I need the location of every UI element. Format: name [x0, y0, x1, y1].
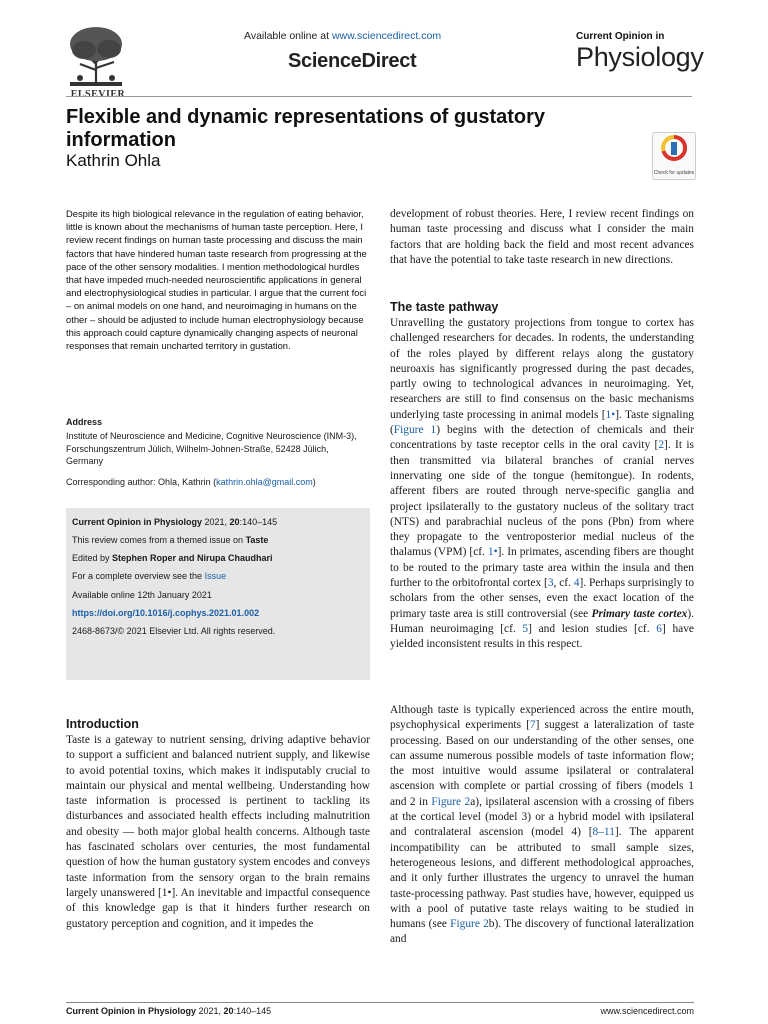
available-prefix: Available online at — [244, 30, 332, 42]
available-online — [244, 30, 441, 42]
abstract: Despite its high biological relevance in the regulation of eating behavior, little is known about the mechanisms of human taste perception. Here, I review recent findings on human taste processing and discuss the main factors that have hindered human taste research from progressing at the pace of the other sensory modalities. I mention methodological hurdles that have impeded much-needed neuroscientific applications in general and electrophysiological studies in particular. I argue that the current foci – on animal models on one hand, and neuroimaging in humans on the other – should be adjusted to include human electrophysiology because this approach could capture dynamically changing aspects of neuronal responses that remain uncharted territory in gustation. — [66, 208, 367, 352]
reference-link[interactable]: 4 — [573, 577, 580, 590]
article-info-box — [66, 508, 370, 680]
article-title: Flexible and dynamic representations of gustatory information — [66, 106, 546, 151]
author-email-link[interactable]: kathrin.ohla@gmail.com — [216, 477, 313, 487]
reference-link[interactable]: 3 — [547, 577, 554, 590]
article-author: Kathrin Ohla — [66, 151, 161, 170]
reference-link[interactable]: 2 — [658, 439, 665, 452]
citation-volume: 20 — [229, 517, 240, 527]
figure-link[interactable]: Figure 2 — [431, 795, 471, 808]
text-run: ]. In primates, ascending fibers are thought to be routed to the primary taste area within the insula and then further to the orbitofrontal cortex [ — [390, 546, 694, 590]
figure-link[interactable]: Figure 1 — [393, 424, 437, 437]
themed-topic: Taste — [245, 535, 269, 545]
text-run: ]. Taste signaling ( — [390, 408, 694, 437]
edited-prefix: Edited by — [72, 553, 113, 563]
citation-pages: :140–145 — [239, 517, 278, 527]
text-run: ]. The apparent incompatibility can be attributed to small sample sizes, heterogeneous lesions, and different methodological approaches, and it only further illustrates the urgency to unravel the human taste-processing pathway. Past studies have, however, equipped us with a pool of putative taste relays waiting to be studied in humans (see — [390, 826, 694, 931]
taste-pathway-heading: The taste pathway — [390, 300, 499, 314]
publisher-name: ELSEVIER — [70, 89, 126, 100]
footer-citation — [66, 1006, 271, 1016]
text-run: b). The discovery of functional lateralization and — [390, 918, 694, 946]
editors: Stephen Roper and Nirupa Chaudhari — [112, 553, 273, 563]
copyright-line: 2468-8673/© 2021 Elsevier Ltd. All rights reserved. — [72, 626, 276, 636]
text-run: ) begins with the detection of chemicals and their concentrations by taste receptor cells in the oral cavity [ — [390, 424, 694, 452]
footer-rule — [66, 1002, 694, 1003]
corresponding-author — [66, 477, 366, 487]
lateralization-paragraph — [390, 703, 694, 948]
corresponding-suffix: ) — [312, 477, 316, 487]
sciencedirect-wordmark: ScienceDirect — [288, 50, 417, 72]
overview-line — [72, 571, 226, 581]
text-run: Unravelling the gustatory projections from tongue to cortex has challenged researchers for decades. In rodents, the understanding of the roles played by different relays along the gustatory neuroaxis has significantly progressed during the past decades, partly owing to technological advances in neuroimaging. Yet, researchers are still to find consensus on the basic mechanisms underlying taste processing in animal models [ — [390, 317, 694, 421]
taste-pathway-text — [390, 316, 694, 653]
footer-pages: :140–145 — [233, 1006, 272, 1016]
editors-line — [72, 553, 273, 563]
sciencedirect-link[interactable]: www.sciencedirect.com — [331, 30, 442, 42]
header-rule — [66, 96, 692, 97]
citation-journal: Current Opinion in Physiology — [72, 517, 203, 527]
reference-link[interactable]: 6 — [656, 622, 662, 635]
intro-text: Taste is a gateway to nutrient sensing, driving adaptive behavior to support a sufficient and balanced nutrient supply, and likewise to avoid potential toxins, which makes it indisputably crucial to maintain our physical and mental wellbeing. Understanding how taste information is processed is pertinent to tackling its disturbances and associated health effects including malnutrition and obesity — both major global health concerns. Although taste has fascinated scholars over centuries, the most fundamental question of how the human gustatory system encodes and conveys taste information from the sensory organ to the brain remains largely unanswered [1•]. An inevitable and impactful consequence of this knowledge gap is that it hinders further research on gustatory perception and cognition, and it impedes the — [66, 734, 370, 930]
footer-volume: 20 — [223, 1006, 234, 1016]
address-heading: Address — [66, 417, 103, 427]
issue-link[interactable]: Issue — [204, 571, 227, 581]
text-run: ] suggest a lateralization of taste processing. Based on our understanding of the other senses, one can assume numerous possible models of taste information flow; the most intuitive would assume ipsilateral or contralateral ascension with complete or partial crossing of fibers (models 1 and 2 in — [390, 719, 695, 808]
reference-link[interactable]: 5 — [522, 622, 529, 635]
reference-link[interactable]: 1• — [605, 408, 616, 421]
footer-journal: Current Opinion in Physiology — [66, 1006, 197, 1016]
corresponding-prefix: Corresponding author: Ohla, Kathrin ( — [66, 477, 217, 487]
journal-series: Current Opinion in — [576, 31, 665, 42]
citation-year: 2021, — [202, 517, 230, 527]
check-for-updates-icon — [653, 133, 695, 165]
doi-link[interactable] — [72, 608, 259, 618]
intro-heading: Introduction — [66, 717, 139, 731]
badge-label: Check for updates — [653, 170, 695, 176]
footer-year: 2021, — [196, 1006, 224, 1016]
reference-link[interactable]: 7 — [529, 719, 536, 732]
box-reference: Primary taste cortex — [591, 607, 688, 620]
text-run: ] and lesion studies [cf. — [528, 622, 657, 635]
check-for-updates-badge[interactable] — [652, 132, 696, 180]
citation-line — [72, 517, 277, 527]
figure-link[interactable]: Figure 2 — [450, 918, 489, 931]
address-text: Institute of Neuroscience and Medicine, Cognitive Neuroscience (INM-3), Forschungszentrum Jülich, Wilhelm-Johnen-Straße, 52428 Jülich, Germany — [66, 431, 357, 466]
text-run: a), ipsilateral ascension with a crossing of fibers at the cortical level (model 3) or a hybrid model with ipsilateral and contralateral ascension (model 4) [ — [390, 795, 694, 839]
journal-name: Physiology — [576, 42, 704, 72]
reference-link[interactable]: 8–11 — [592, 826, 615, 839]
elsevier-tree-logo — [66, 24, 126, 88]
text-run: Although taste is typically experienced across the entire mouth, psychophysical experiments [ — [390, 704, 694, 732]
overview-prefix: For a complete overview see the — [72, 571, 205, 581]
right-column-intro-continuation: development of robust theories. Here, I review recent findings on human taste processing and discuss what I consider the main factors that are holding back the field and most recent advances that have the potential to take taste research in new directions. — [390, 208, 694, 267]
text-run: ]. It is then transmitted via bilateral branches of cranial nerves innervating one side of the tongue (hemitongue). In rodents, afferent fibers are routed through nerve-specific ganglia and project ipsilaterally to the gustatory nucleus of the solitary tract (NTS) and parabrachial nucleus of the pons (Pbn) from where they propagate to the ventroposterior medial nucleus of the thalamus (VPM) [cf. — [390, 439, 694, 559]
footer-site[interactable]: www.sciencedirect.com — [600, 1006, 694, 1016]
themed-prefix: This review comes from a themed issue on — [72, 535, 246, 545]
text-run: ). Human neuroimaging [cf. — [390, 607, 694, 635]
available-online-date: Available online 12th January 2021 — [72, 590, 212, 600]
text-run: , cf. — [553, 577, 574, 590]
themed-issue-line — [72, 535, 268, 545]
text-run: ] have yielded inconsistent results in this respect. — [390, 622, 694, 651]
text-run: ]. Perhaps surprisingly to scholars from the other senses, even the exact location of the primary taste area is still controversial (see — [390, 577, 695, 620]
reference-link[interactable]: 1• — [487, 546, 498, 559]
doi-link-text[interactable]: https://doi.org/10.1016/j.cophys.2021.01.002 — [72, 608, 260, 618]
